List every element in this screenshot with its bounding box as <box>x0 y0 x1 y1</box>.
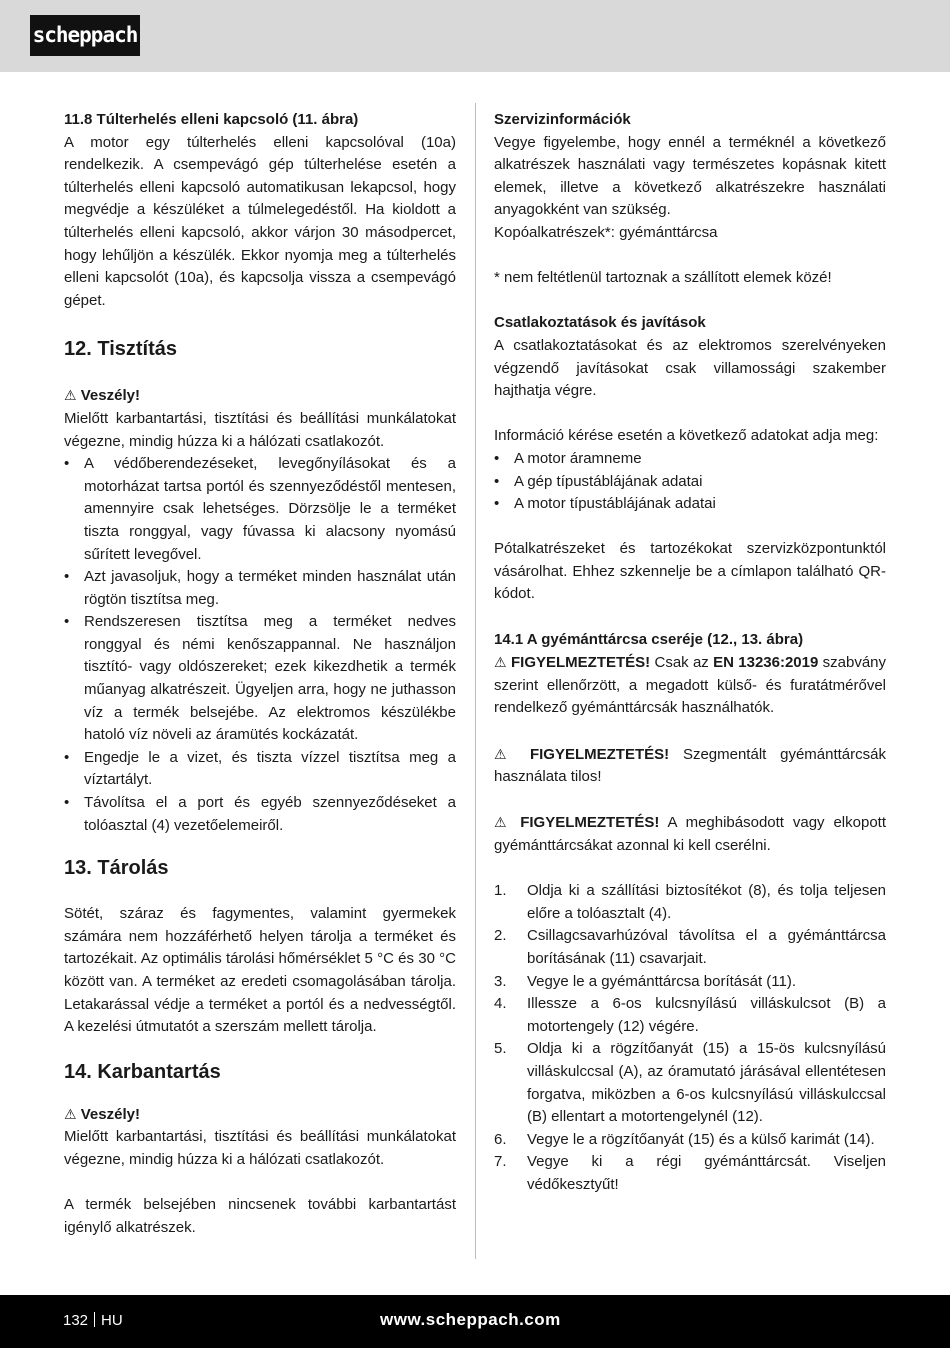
step-text: Vegye le a gyémánttárcsa borítását (11). <box>527 972 797 990</box>
section-14-warning-text: Mielőtt karbantartási, tisztítási és beállítási munkálatokat végezne, mindig húzza ki a hálózati csatlakozót. <box>64 1128 456 1168</box>
step-text: Vegye ki a régi gyémánttárcsát. Viseljen védőkesztyűt! <box>527 1153 886 1193</box>
bullet-icon: • <box>64 455 70 473</box>
section-11-8-title: 11.8 Túlterhelés elleni kapcsoló (11. ábra) <box>64 111 359 128</box>
warning-label: FIGYELMEZTETÉS! <box>511 654 651 672</box>
info-request-text: Információ kérése esetén a következő adatokat adja meg: <box>494 427 879 445</box>
list-item-text: Engedje le a vizet, és tiszta vízzel tisztítsa meg a víztartályt. <box>84 748 456 789</box>
step-number: 6. <box>494 1130 507 1148</box>
bullet-icon: • <box>494 472 500 490</box>
bullet-icon: • <box>64 613 70 631</box>
connections-text: A csatlakoztatásokat és az elektromos szerelvényeken végzendő javításokat csak villamossági szakember hajthatja végre. <box>494 336 886 400</box>
list-item <box>494 1151 886 1196</box>
info-bullet-list <box>494 448 886 516</box>
step-number: 3. <box>494 972 507 990</box>
column-divider <box>475 103 476 1259</box>
list-item-text: Rendszeresen tisztítsa meg a terméket nedves ronggyal és némi kenőszappannal. Ne használjon tisztító- vagy oldószereket; ezek kikezdhetik a termék műanyag alkatrészeit. Ügyeljen arra, hogy ne juthasson víz a termék belsejébe. Az elektromos készülékbe hatoló víz növeli az áramütés kockázatát. <box>84 613 456 744</box>
list-item-text: A motor típustáblájának adatai <box>514 495 716 513</box>
step-number: 4. <box>494 995 507 1013</box>
warning-3 <box>494 811 886 857</box>
step-text: Csillagcsavarhúzóval távolítsa el a gyémánttárcsa borításának (11) csavarjait. <box>527 927 886 967</box>
standard-reference: EN 13236:2019 <box>713 654 819 672</box>
section-14-heading: 14. Karbantartás <box>64 1060 221 1083</box>
disc-replacement-steps <box>494 880 886 1196</box>
step-text: Oldja ki a rögzítőanyát (15) a 15-ös kulcsnyílású villáskulccsal (A), az óramutató járásával ellentétesen forgatva, miközben a 6-os kulcsnyílású villáskulccsal (B) ellentart a motortengelynél (12). <box>527 1040 886 1126</box>
left-column <box>64 109 456 1239</box>
service-info-title: Szervizinformációk <box>494 111 631 128</box>
bullet-icon: • <box>64 568 70 586</box>
list-item <box>64 792 456 837</box>
list-item <box>494 1038 886 1128</box>
page-number-value: 132 <box>63 1312 89 1329</box>
step-text: Oldja ki a szállítási biztosítékot (8), és tolja teljesen előre a tolóasztalt (4). <box>527 882 886 922</box>
wear-parts-text: Kopóalkatrészek*: gyémánttárcsa <box>494 223 718 241</box>
warning-triangle-icon: ⚠ <box>64 387 77 404</box>
step-text: Illessze a 6-os kulcsnyílású villáskulcsot (B) a motortengely (12) végére. <box>527 995 886 1035</box>
list-item-text: A védőberendezéseket, levegőnyílásokat és a motorházat tartsa portól és szennyeződéstől mentesen, amennyire csak lehetséges. Dörzsölje le a terméket tiszta ronggyal, vagy fúvassa ki alacsony nyomású sűrített levegővel. <box>84 455 456 563</box>
section-13-text: Sötét, száraz és fagymentes, valamint gyermekek számára nem hozzáférhető helyen tárolja a terméket és tartozékait. Az optimális tárolási hőmérséklet 5 °C és 30 °C között van. A terméket az eredeti csomagolásában tárolja. Letakarással védje a terméket a portól és a nedvességtől. A kezelési útmutatót a szerszám mellett tárolja. <box>64 905 456 1036</box>
warning-2-text: Szegmentált gyémánttárcsák használata tilos! <box>494 745 886 786</box>
list-item <box>494 880 886 925</box>
bullet-icon: • <box>494 495 500 513</box>
list-item <box>494 971 886 994</box>
section-12-heading: 12. Tisztítás <box>64 338 178 361</box>
scheppach-logo: scheppach <box>30 15 140 56</box>
connections-title: Csatlakoztatások és javítások <box>494 314 706 332</box>
section-12-warning-label <box>64 384 456 408</box>
page-header <box>0 0 950 72</box>
warning-3-text: A meghibásodott vagy elkopott gyémánttárcsákat azonnal ki kell cserélni. <box>494 814 887 854</box>
list-item <box>494 493 886 516</box>
bullet-icon: • <box>64 748 70 766</box>
list-item <box>64 453 456 566</box>
warning-label: Veszély! <box>80 1105 140 1123</box>
language-code: HU <box>101 1312 123 1329</box>
page-number <box>63 1310 123 1332</box>
list-item <box>64 747 456 792</box>
warning-1-pre: Csak az <box>654 654 709 672</box>
list-item-text: A motor áramneme <box>514 449 642 467</box>
separator <box>94 1312 95 1327</box>
warning-label: FIGYELMEZTETÉS! <box>520 814 660 832</box>
warning-2 <box>494 743 886 789</box>
step-number: 1. <box>494 882 507 900</box>
warning-1 <box>494 651 886 720</box>
warning-triangle-icon: ⚠ <box>494 654 507 671</box>
list-item <box>64 566 456 611</box>
step-text: Vegye le a rögzítőanyát (15) és a külső karimát (14). <box>527 1130 875 1148</box>
spare-parts-text: Pótalkatrészeket és tartozékokat szervizközpontunktól vásárolhat. Ehhez szkennelje be a címlapon található QR-kódot. <box>494 540 886 603</box>
bullet-icon: • <box>494 449 500 467</box>
list-item <box>494 448 886 471</box>
section-11-8-text: A motor egy túlterhelés elleni kapcsolóval (10a) rendelkezik. A csempevágó gép túlterhelése esetén a túlterhelés elleni kapcsoló automatikusan lekapcsol, hogy megvédje a készüléket a túlmelegedéstől. Ha kioldott a túlterhelés elleni kapcsoló, akkor várjon 30 másodpercet, hogy lehűljön a készülék. Ekkor nyomja meg a túlterhelés elleni kapcsolót (10a), és kapcsolja vissza a csempevágó gépet. <box>64 133 456 309</box>
list-item-text: A gép típustáblájának adatai <box>514 472 703 490</box>
cleaning-bullet-list <box>64 453 456 837</box>
list-item-text: Azt javasoljuk, hogy a terméket minden használat után rögtön tisztítsa meg. <box>84 568 456 608</box>
warning-triangle-icon: ⚠ <box>64 1105 77 1122</box>
section-14-warning-label <box>64 1103 456 1127</box>
list-item-text: Távolítsa el a port és egyéb szennyeződéseket a tolóasztal (4) vezetőelemeiről. <box>84 794 456 834</box>
bullet-icon: • <box>64 794 70 812</box>
page-footer <box>0 1295 950 1348</box>
warning-label: FIGYELMEZTETÉS! <box>529 745 670 763</box>
footnote-text: * nem feltétlenül tartoznak a szállított elemek közé! <box>494 269 832 287</box>
service-info-text: Vegye figyelembe, hogy ennél a terméknél a következő alkatrészek használati vagy természetes kopásnak kitett elemek, illetve a következő alkatrészekre használati anyagokként van szükség. <box>494 133 886 219</box>
right-column <box>494 109 886 1197</box>
step-number: 5. <box>494 1040 507 1058</box>
list-item <box>494 1129 886 1152</box>
step-number: 2. <box>494 927 507 945</box>
list-item <box>494 471 886 494</box>
website-link[interactable]: www.scheppach.com <box>380 1310 561 1329</box>
section-12-warning-text: Mielőtt karbantartási, tisztítási és beállítási munkálatokat végezne, mindig húzza ki a hálózati csatlakozót. <box>64 409 456 450</box>
warning-triangle-icon: ⚠ <box>494 814 512 831</box>
section-14-1-title: 14.1 A gyémánttárcsa cseréje (12., 13. ábra) <box>494 630 804 648</box>
step-number: 7. <box>494 1153 507 1171</box>
list-item <box>494 925 886 970</box>
warning-1-post: szabvány szerint ellenőrzött, a megadott külső- és furatátmérővel rendelkező gyémánttárcsák használhatók. <box>494 654 887 717</box>
warning-label: Veszély! <box>80 387 140 405</box>
list-item <box>64 611 456 747</box>
section-14-text: A termék belsejében nincsenek további karbantartást igénylő alkatrészek. <box>64 1196 456 1236</box>
warning-triangle-icon: ⚠ <box>494 745 517 762</box>
list-item <box>494 993 886 1038</box>
section-13-heading: 13. Tárolás <box>64 857 169 880</box>
